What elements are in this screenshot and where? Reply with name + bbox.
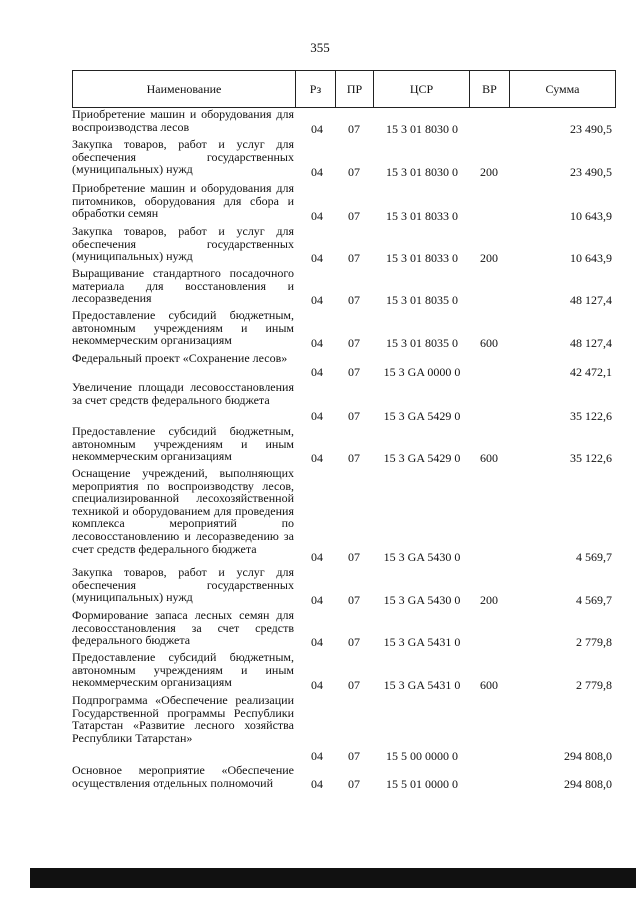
row-csr: 15 3 GA 5429 0 [383,409,461,423]
row-pr: 07 [348,365,360,379]
table-row [0,309,640,352]
row-name: Федеральный проект «Сохранение лесов» [72,351,288,365]
row-pr: 07 [348,777,360,791]
table-row [0,267,640,309]
row-pr: 07 [348,251,360,265]
row-csr: 15 3 GA 5431 0 [383,635,461,649]
table-row [0,764,640,792]
row-name: Увеличение площади лесовосстановления за счет средств федерального бюджета [72,380,294,407]
header-csr: ЦСР [374,70,470,108]
row-rz: 04 [311,749,323,763]
table-row [0,425,640,467]
row-pr: 07 [348,749,360,763]
row-sum: 4 569,7 [576,593,612,607]
table-row [0,138,640,182]
row-sum: 42 472,1 [570,365,612,379]
row-rz: 04 [311,550,323,564]
row-csr: 15 3 01 8035 0 [386,293,458,307]
row-vr: 200 [480,593,498,607]
row-sum: 2 779,8 [576,678,612,692]
row-pr: 07 [348,550,360,564]
row-sum: 2 779,8 [576,635,612,649]
row-csr: 15 3 GA 0000 0 [383,365,461,379]
row-name: Предоставление субсидий бюджетным, автономным учреждениям и иным некоммерческим организациям [72,308,294,348]
row-sum: 4 569,7 [576,550,612,564]
row-csr: 15 3 GA 5429 0 [383,451,461,465]
page-number: 355 [310,40,330,55]
row-name: Формирование запаса лесных семян для лесовосстановления за счет средств федерального бюджета [72,608,294,648]
row-csr: 15 3 GA 5430 0 [383,593,461,607]
row-rz: 04 [311,635,323,649]
row-csr: 15 5 00 0000 0 [386,749,458,763]
row-sum: 23 490,5 [570,165,612,179]
row-name: Выращивание стандартного посадочного материала для восстановления и лесоразведения [72,266,294,306]
row-rz: 04 [311,451,323,465]
row-sum: 35 122,6 [570,451,612,465]
row-name: Закупка товаров, работ и услуг для обеспечения государственных (муниципальных) нужд [72,137,294,177]
budget-table-body [0,108,640,792]
scan-edge-shadow [30,868,636,888]
table-row [0,609,640,651]
row-pr: 07 [348,678,360,692]
row-csr: 15 3 01 8035 0 [386,336,458,350]
row-rz: 04 [311,209,323,223]
row-pr: 07 [348,451,360,465]
row-sum: 48 127,4 [570,336,612,350]
row-csr: 15 3 01 8033 0 [386,251,458,265]
row-sum: 23 490,5 [570,122,612,136]
row-rz: 04 [311,165,323,179]
row-rz: 04 [311,777,323,791]
row-pr: 07 [348,122,360,136]
table-row [0,467,640,566]
row-sum: 10 643,9 [570,209,612,223]
row-csr: 15 3 01 8030 0 [386,122,458,136]
row-rz: 04 [311,678,323,692]
row-name: Предоставление субсидий бюджетным, автономным учреждениям и иным некоммерческим организациям [72,424,294,464]
header-name: Наименование [72,70,296,108]
row-sum: 294 808,0 [564,777,612,791]
row-vr: 600 [480,451,498,465]
row-pr: 07 [348,293,360,307]
row-rz: 04 [311,336,323,350]
row-csr: 15 3 GA 5430 0 [383,550,461,564]
row-vr: 600 [480,336,498,350]
row-name: Подпрограмма «Обеспечение реализации Государственной программы Республики Татарстан «Развитие лесного хозяйства Республики Татарстан» [72,693,294,745]
header-pr: ПР [336,70,374,108]
header-vr: ВР [470,70,510,108]
table-row [0,381,640,425]
row-csr: 15 3 01 8030 0 [386,165,458,179]
row-sum: 35 122,6 [570,409,612,423]
row-rz: 04 [311,122,323,136]
row-rz: 04 [311,593,323,607]
row-rz: 04 [311,409,323,423]
row-pr: 07 [348,165,360,179]
table-row [0,225,640,267]
row-sum: 10 643,9 [570,251,612,265]
row-vr: 600 [480,678,498,692]
table-row [0,108,640,138]
row-vr: 200 [480,165,498,179]
row-pr: 07 [348,336,360,350]
row-sum: 294 808,0 [564,749,612,763]
table-row [0,694,640,764]
row-name: Основное мероприятие «Обеспечение осуществления отдельных полномочий [72,763,294,790]
table-row [0,352,640,381]
row-pr: 07 [348,593,360,607]
row-pr: 07 [348,209,360,223]
row-name: Закупка товаров, работ и услуг для обеспечения государственных (муниципальных) нужд [72,565,294,605]
row-sum: 48 127,4 [570,293,612,307]
row-rz: 04 [311,293,323,307]
row-name: Приобретение машин и оборудования для питомников, оборудования для сбора и обработки семян [72,181,294,221]
row-csr: 15 3 01 8033 0 [386,209,458,223]
row-rz: 04 [311,365,323,379]
row-name: Приобретение машин и оборудования для воспроизводства лесов [72,107,294,134]
row-rz: 04 [311,251,323,265]
header-sum: Сумма [510,70,616,108]
table-row [0,651,640,694]
header-rz: Рз [296,70,336,108]
table-row [0,566,640,609]
row-name: Оснащение учреждений, выполняющих мероприятия по воспроизводству лесов, специализированной лесохозяйственной техникой и оборудованием для проведения комплекса мероприятий по лесовосстановлению и лесоразведению за счет средств федерального бюджета [72,466,294,556]
row-pr: 07 [348,635,360,649]
row-csr: 15 5 01 0000 0 [386,777,458,791]
row-name: Предоставление субсидий бюджетным, автономным учреждениям и иным некоммерческим организациям [72,650,294,690]
table-row [0,182,640,225]
row-pr: 07 [348,409,360,423]
row-vr: 200 [480,251,498,265]
row-name: Закупка товаров, работ и услуг для обеспечения государственных (муниципальных) нужд [72,224,294,264]
row-csr: 15 3 GA 5431 0 [383,678,461,692]
